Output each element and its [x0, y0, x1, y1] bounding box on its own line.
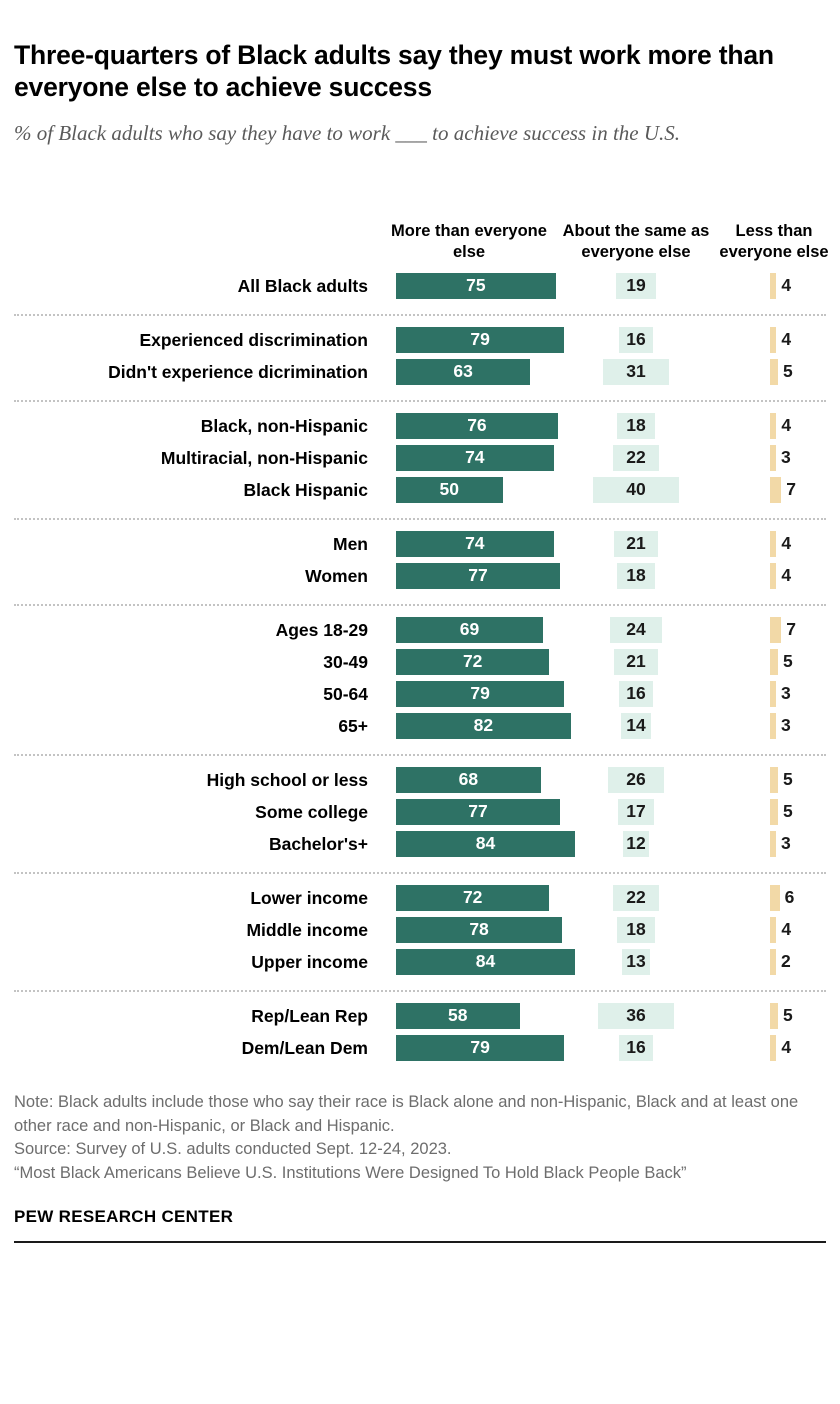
- bar-less-than-everyone-else: [770, 1035, 776, 1061]
- value-less-than-everyone-else: 4: [781, 919, 792, 940]
- value-about-the-same: 12: [626, 833, 646, 854]
- page-title: Three-quarters of Black adults say they must work more than everyone else to achieve success: [14, 40, 774, 102]
- chart-row: [14, 949, 826, 979]
- bar-less-than-everyone-else: [770, 445, 776, 471]
- row-group: [14, 531, 826, 593]
- chart-row: [14, 563, 826, 593]
- value-more-than-everyone-else: 79: [470, 329, 490, 350]
- value-more-than-everyone-else: 77: [468, 565, 488, 586]
- bar-less-than-everyone-else: [770, 767, 778, 793]
- column-header-about-same: About the same as everyone else: [562, 222, 710, 262]
- bar-less-than-everyone-else: [770, 273, 776, 299]
- bar-less-than-everyone-else: [770, 713, 776, 739]
- value-about-the-same: 31: [626, 361, 646, 382]
- chart-row: [14, 359, 826, 389]
- row-label: Bachelor's+: [268, 834, 368, 855]
- row-label: Middle income: [246, 920, 368, 941]
- value-less-than-everyone-else: 5: [783, 361, 793, 382]
- value-more-than-everyone-else: 63: [453, 361, 473, 382]
- row-label: Men: [333, 534, 368, 555]
- bottom-rule: [14, 1241, 826, 1243]
- chart-row: [14, 767, 826, 797]
- value-about-the-same: 16: [626, 1037, 646, 1058]
- value-less-than-everyone-else: 7: [786, 619, 796, 640]
- chart-row: [14, 917, 826, 947]
- row-label: Lower income: [250, 888, 368, 909]
- bar-less-than-everyone-else: [770, 327, 776, 353]
- bar-less-than-everyone-else: [770, 531, 776, 557]
- chart-row: [14, 713, 826, 743]
- value-about-the-same: 14: [626, 715, 646, 736]
- value-more-than-everyone-else: 84: [475, 951, 496, 972]
- value-about-the-same: 16: [626, 329, 646, 350]
- value-about-the-same: 13: [626, 951, 646, 972]
- value-less-than-everyone-else: 4: [781, 329, 792, 350]
- row-group: [14, 885, 826, 979]
- value-about-the-same: 22: [626, 447, 646, 468]
- row-label: 50-64: [323, 684, 368, 705]
- bar-less-than-everyone-else: [770, 831, 776, 857]
- group-divider: [14, 400, 826, 402]
- row-label: Didn't experience dicrimination: [108, 362, 368, 383]
- value-more-than-everyone-else: 68: [458, 769, 479, 790]
- value-less-than-everyone-else: 5: [783, 651, 793, 672]
- footnote-source: Source: Survey of U.S. adults conducted Sept. 12-24, 2023.: [14, 1140, 452, 1159]
- value-less-than-everyone-else: 3: [781, 447, 791, 468]
- row-label: 65+: [338, 716, 368, 737]
- value-less-than-everyone-else: 5: [783, 801, 793, 822]
- value-less-than-everyone-else: 3: [781, 683, 791, 704]
- value-less-than-everyone-else: 3: [781, 715, 791, 736]
- chart-footnotes: [14, 1091, 826, 1185]
- value-about-the-same: 18: [626, 919, 646, 940]
- bar-less-than-everyone-else: [770, 617, 781, 643]
- value-more-than-everyone-else: 58: [448, 1005, 468, 1026]
- value-about-the-same: 26: [626, 769, 646, 790]
- group-divider: [14, 754, 826, 756]
- value-more-than-everyone-else: 72: [462, 887, 483, 908]
- value-more-than-everyone-else: 77: [468, 801, 488, 822]
- row-group: [14, 1003, 826, 1065]
- value-less-than-everyone-else: 4: [781, 533, 792, 554]
- brand-label: PEW RESEARCH CENTER: [14, 1207, 234, 1226]
- row-label: Multiracial, non-Hispanic: [160, 448, 368, 469]
- value-about-the-same: 18: [626, 565, 646, 586]
- bar-less-than-everyone-else: [770, 477, 781, 503]
- chart-row: [14, 531, 826, 561]
- chart-row: [14, 327, 826, 357]
- chart-row: [14, 799, 826, 829]
- column-header-more-than: More than everyone else: [391, 222, 547, 262]
- bar-less-than-everyone-else: [770, 413, 776, 439]
- value-less-than-everyone-else: 4: [781, 565, 792, 586]
- row-label: Experienced discrimination: [139, 330, 368, 351]
- value-about-the-same: 36: [626, 1005, 646, 1026]
- value-about-the-same: 21: [626, 651, 646, 672]
- row-label: Black, non-Hispanic: [200, 416, 368, 437]
- value-less-than-everyone-else: 2: [781, 951, 791, 972]
- bar-less-than-everyone-else: [770, 917, 776, 943]
- value-more-than-everyone-else: 79: [470, 1037, 490, 1058]
- row-label: Ages 18-29: [275, 620, 368, 641]
- row-group: [14, 327, 826, 389]
- value-less-than-everyone-else: 3: [781, 833, 791, 854]
- value-more-than-everyone-else: 84: [475, 833, 496, 854]
- value-about-the-same: 19: [626, 275, 646, 296]
- chart-subtitle: % of Black adults who say they have to work ___ to achieve success in the U.S.: [14, 120, 681, 145]
- value-less-than-everyone-else: 4: [781, 275, 792, 296]
- group-divider: [14, 518, 826, 520]
- value-about-the-same: 18: [626, 415, 646, 436]
- chart-row: [14, 1035, 826, 1065]
- column-header-less-than: Less than everyone else: [719, 222, 829, 262]
- value-less-than-everyone-else: 4: [781, 1037, 792, 1058]
- value-more-than-everyone-else: 69: [459, 619, 480, 640]
- chart-row: [14, 649, 826, 679]
- chart-row: [14, 477, 826, 507]
- value-about-the-same: 17: [626, 801, 646, 822]
- footnote-note: Note: Black adults include those who say their race is Black alone and non-Hispanic, Black and at least one other race and non-Hispanic, or Black and Hispanic.: [14, 1093, 799, 1135]
- chart-row: [14, 885, 826, 915]
- row-label: Dem/Lean Dem: [241, 1038, 368, 1059]
- chart-row: [14, 831, 826, 861]
- value-more-than-everyone-else: 82: [473, 715, 494, 736]
- group-divider: [14, 990, 826, 992]
- chart-page: [0, 40, 840, 1404]
- group-divider: [14, 604, 826, 606]
- row-group: [14, 413, 826, 507]
- value-more-than-everyone-else: 76: [467, 415, 487, 436]
- value-less-than-everyone-else: 4: [781, 415, 792, 436]
- group-divider: [14, 872, 826, 874]
- row-label: Black Hispanic: [243, 480, 368, 501]
- row-label: High school or less: [206, 770, 368, 791]
- value-more-than-everyone-else: 74: [465, 447, 485, 468]
- value-more-than-everyone-else: 74: [465, 533, 485, 554]
- value-about-the-same: 16: [626, 683, 646, 704]
- value-less-than-everyone-else: 5: [783, 769, 793, 790]
- chart-row: [14, 681, 826, 711]
- value-more-than-everyone-else: 75: [466, 275, 486, 296]
- value-less-than-everyone-else: 7: [786, 479, 796, 500]
- row-group: [14, 767, 826, 861]
- bar-less-than-everyone-else: [770, 649, 778, 675]
- row-group: [14, 273, 826, 303]
- value-more-than-everyone-else: 72: [462, 651, 483, 672]
- value-about-the-same: 24: [626, 619, 646, 640]
- value-less-than-everyone-else: 6: [784, 887, 795, 908]
- bar-less-than-everyone-else: [770, 359, 778, 385]
- row-label: Upper income: [251, 952, 368, 973]
- column-headers: [14, 173, 829, 263]
- chart-row: [14, 1003, 826, 1033]
- row-group: [14, 617, 826, 743]
- value-about-the-same: 40: [626, 479, 646, 500]
- chart-row: [14, 445, 826, 475]
- value-more-than-everyone-else: 79: [470, 683, 490, 704]
- group-divider: [14, 314, 826, 316]
- chart-row: [14, 617, 826, 647]
- bar-less-than-everyone-else: [770, 885, 780, 911]
- bar-less-than-everyone-else: [770, 563, 776, 589]
- value-less-than-everyone-else: 5: [783, 1005, 793, 1026]
- row-label: Women: [305, 566, 368, 587]
- chart-rows: [14, 273, 826, 1065]
- footnote-report: “Most Black Americans Believe U.S. Institutions Were Designed To Hold Black People Back”: [14, 1163, 687, 1182]
- value-about-the-same: 22: [626, 887, 646, 908]
- value-more-than-everyone-else: 50: [439, 479, 459, 500]
- row-label: Some college: [255, 802, 368, 823]
- chart-row: [14, 413, 826, 443]
- row-label: 30-49: [323, 652, 368, 673]
- value-more-than-everyone-else: 78: [469, 919, 489, 940]
- row-label: All Black adults: [237, 276, 368, 297]
- bar-less-than-everyone-else: [770, 1003, 778, 1029]
- chart-row: [14, 273, 826, 303]
- bar-less-than-everyone-else: [770, 681, 776, 707]
- bar-less-than-everyone-else: [770, 949, 776, 975]
- bar-less-than-everyone-else: [770, 799, 778, 825]
- value-about-the-same: 21: [626, 533, 646, 554]
- row-label: Rep/Lean Rep: [251, 1006, 368, 1027]
